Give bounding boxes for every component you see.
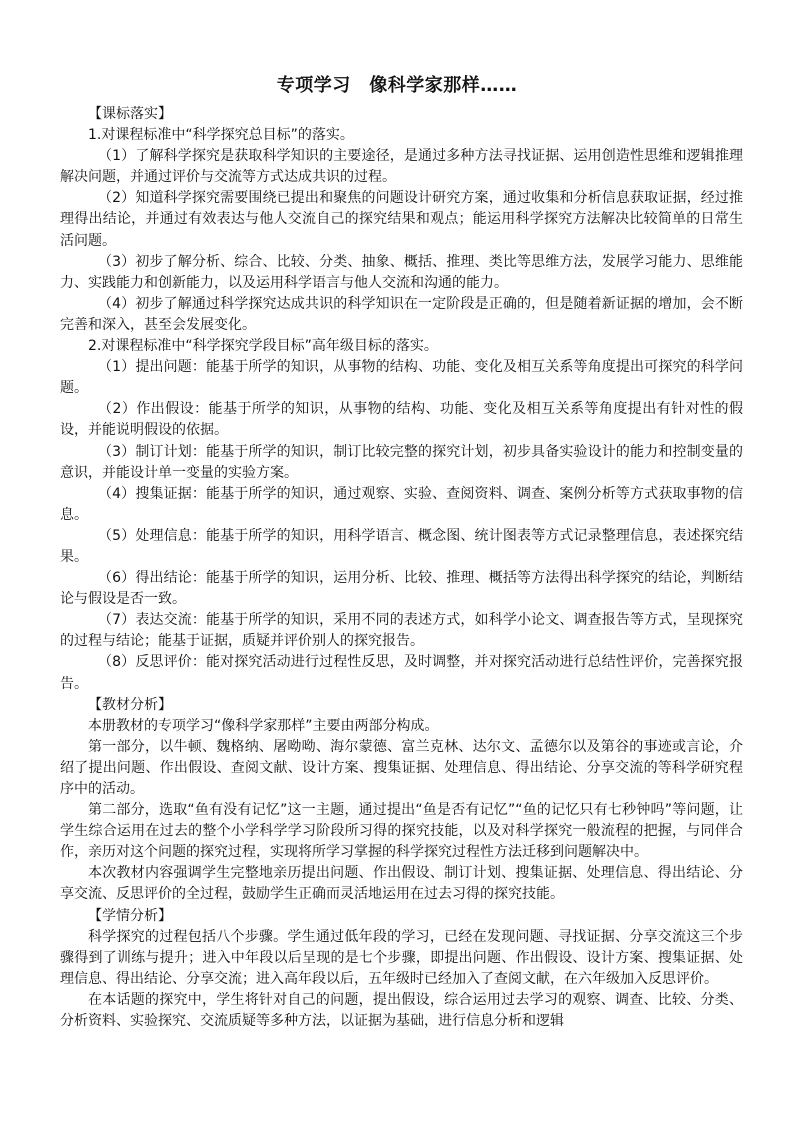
curriculum-item2-point: （4）搜集证据：能基于所学的知识，通过观察、实验、查阅资料、调查、案例分析等方式获取事物的信息。: [60, 485, 743, 523]
textbook-paragraph: 第一部分，以牛顿、魏格纳、屠呦呦、海尔蒙德、富兰克林、达尔文、孟德尔以及第谷的事迹或言论，介绍了提出问题、作出假设、查阅文献、设计方案、搜集证据、处理信息、得出结论、分享交流的等科学研究程序中的活动。: [60, 738, 743, 797]
students-paragraph: 科学探究的过程包括八个步骤。学生通过低年段的学习，已经在发现问题、寻找证据、分享交流这三个步骤得到了训练与提升；进入中年段以后呈现的是七个步骤，即提出问题、作出假设、设计方案、搜集证据、处理信息、得出结论、分享交流；进入高年段以后，五年级时已经加入了查阅文献，在六年级加入反思评价。: [60, 928, 743, 987]
curriculum-item1-intro: 1.对课程标准中“科学探究总目标”的落实。: [88, 127, 354, 144]
section-heading-curriculum: 【课标落实】: [88, 106, 172, 122]
curriculum-item2-intro: 2.对课程标准中“科学探究学段目标”高年级目标的落实。: [88, 338, 438, 355]
curriculum-item1-point: （1）了解科学探究是获取科学知识的主要途径，是通过多种方法寻找证据、运用创造性思维和逻辑推理解决问题，并通过评价与交流等方式达成共识的过程。: [60, 148, 743, 186]
curriculum-item2-point: （7）表达交流：能基于所学的知识，采用不同的表述方式，如科学小论文、调查报告等方式，呈现探究的过程与结论；能基于证据，质疑并评价别人的探究报告。: [60, 612, 743, 650]
curriculum-item2-point: （5）处理信息：能基于所学的知识，用科学语言、概念图、统计图表等方式记录整理信息，表述探究结果。: [60, 527, 743, 565]
curriculum-item2-point: （1）提出问题：能基于所学的知识，从事物的结构、功能、变化及相互关系等角度提出可探究的科学问题。: [60, 359, 743, 397]
textbook-paragraph: 第二部分，选取“鱼有没有记忆”这一主题，通过提出“鱼是否有记忆”“鱼的记忆只有七秒钟吗”等问题，让学生综合运用在过去的整个小学科学学习阶段所习得的探究技能，以及对科学探究一般流程的把握，与同伴合作，亲历对这个问题的探究过程，实现将所学习掌握的科学探究过程性方法迁移到问题解决中。: [60, 802, 743, 861]
section-heading-students: 【学情分析】: [88, 907, 172, 924]
curriculum-item2-point: （3）制订计划：能基于所学的知识，制订比较完整的探究计划，初步具备实验设计的能力和控制变量的意识，并能设计单一变量的实验方案。: [60, 443, 743, 481]
curriculum-item2-point: （2）作出假设：能基于所学的知识，从事物的结构、功能、变化及相互关系等角度提出有针对性的假设，并能说明假设的依据。: [60, 401, 743, 439]
document-body: [60, 104, 743, 1032]
textbook-paragraph: 本册教材的专项学习“像科学家那样”主要由两部分构成。: [88, 717, 439, 734]
curriculum-item1-point: （3）初步了解分析、综合、比较、分类、抽象、概括、推理、类比等思维方法，发展学习能力、思维能力、实践能力和创新能力，以及运用科学语言与他人交流和沟通的能力。: [60, 253, 743, 291]
students-paragraph: 在本话题的探究中，学生将针对自己的问题，提出假设，综合运用过去学习的观察、调查、比较、分类、分析资料、实验探究、交流质疑等多种方法，以证据为基础，进行信息分析和逻辑: [60, 991, 743, 1030]
page-title: 专项学习 像科学家那样……: [276, 75, 518, 96]
curriculum-item2-point: （8）反思评价：能对探究活动进行过程性反思，及时调整，并对探究活动进行总结性评价，完善探究报告。: [60, 654, 743, 692]
curriculum-item2-point: （6）得出结论：能基于所学的知识，运用分析、比较、推理、概括等方法得出科学探究的结论，判断结论与假设是否一致。: [60, 570, 743, 608]
textbook-paragraph: 本次教材内容强调学生完整地亲历提出问题、作出假设、制订计划、搜集证据、处理信息、得出结论、分享交流、反思评价的全过程，鼓励学生正确而灵活地运用在过去习得的探究技能。: [60, 865, 743, 903]
curriculum-item1-point: （4）初步了解通过科学探究达成共识的科学知识在一定阶段是正确的，但是随着新证据的增加，会不断完善和深入，甚至会发展变化。: [60, 295, 743, 333]
curriculum-item1-point: （2）知道科学探究需要围绕已提出和聚焦的问题设计研究方案，通过收集和分析信息获取证据，经过推理得出结论，并通过有效表达与他人交流自己的探究结果和观点；能运用科学探究方法解决比较简单的日常生活问题。: [60, 190, 743, 249]
section-heading-textbook: 【教材分析】: [88, 696, 172, 713]
